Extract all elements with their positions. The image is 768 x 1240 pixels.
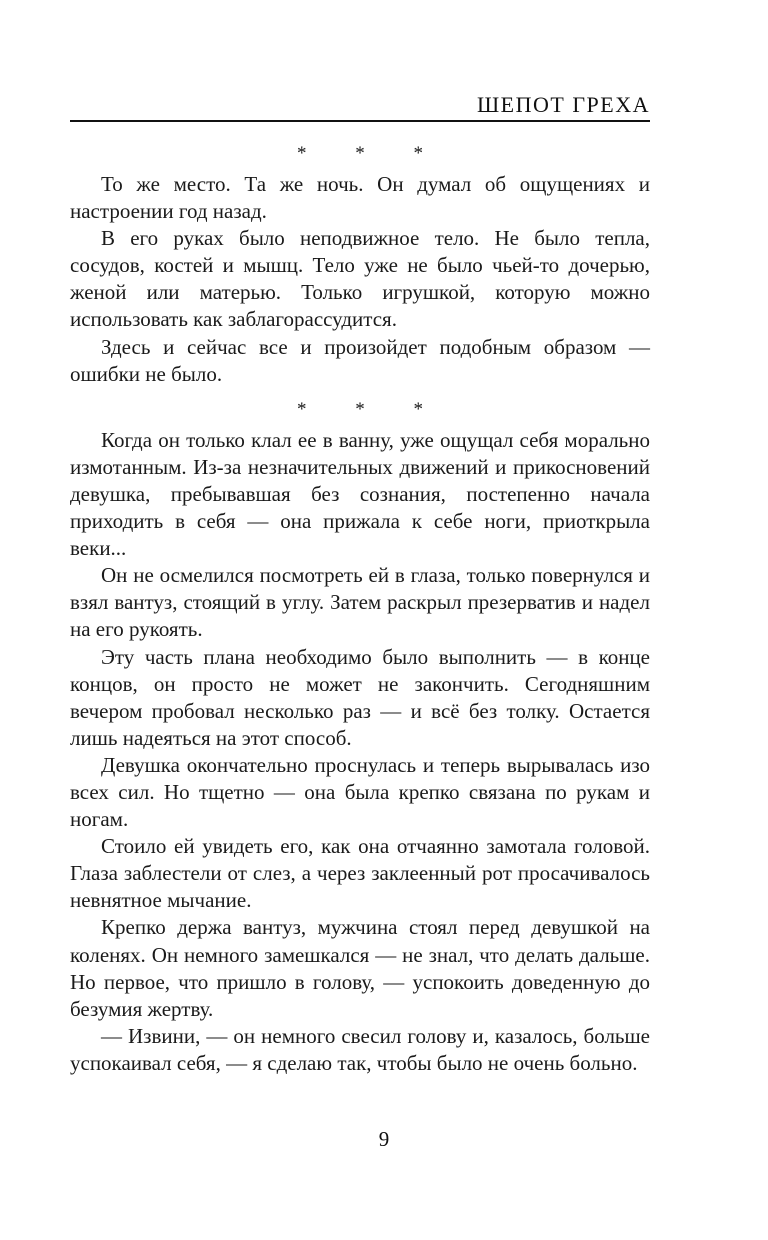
section-separator: * * * <box>297 398 445 420</box>
paragraph: Стоило ей увидеть его, как она отчаянно замотала головой. Глаза заблестели от слез, а через заклеенный рот просачивалось невнятное мычание. <box>70 834 650 913</box>
paragraph: То же место. Та же ночь. Он думал об ощущениях и настроении год назад. <box>70 172 650 224</box>
paragraph: В его руках было неподвижное тело. Не было тепла, сосудов, костей и мышц. Тело уже не было чьей-то дочерью, женой или матерью. Только игрушкой, которую можно использовать как заблагорассудится. <box>70 226 650 332</box>
paragraph: Девушка окончательно проснулась и теперь вырывалась изо всех сил. Но тщетно — она была крепко связана по рукам и ногам. <box>70 752 650 832</box>
paragraph: — Извини, — он немного свесил голову и, казалось, больше успокаивал себя, — я сделаю так, чтобы было не очень больно. <box>70 1023 650 1075</box>
paragraph: Когда он только клал ее в ванну, уже ощущал себя морально измотанным. Из-за незначительных движений и прикосновений девушка, пребывавшая без сознания, постепенно начала приходить в себя — она прижала к себе ноги, приоткрыла веки... <box>70 427 650 561</box>
page-number: 9 <box>378 1127 390 1151</box>
section-separator: * * * <box>297 143 445 164</box>
body-text <box>70 140 650 1077</box>
running-header <box>70 88 650 122</box>
paragraph: Эту часть плана необходимо было выполнить — в конце концов, он просто не может не закончить. Сегодняшним вечером пробовал несколько раз — и всё без толку. Остается лишь надеяться на этот способ. <box>70 644 650 750</box>
paragraph: Крепко держа вантуз, мужчина стоял перед девушкой на коленях. Он немного замешкался — не знал, что делать дальше. Но первое, что пришло в голову, — успокоить доведенную до безумия жертву. <box>70 915 650 1021</box>
spacer <box>70 388 650 396</box>
paragraph: Он не осмелился посмотреть ей в глаза, только повернулся и взял вантуз, стоящий в углу. Затем раскрыл презерватив и надел на его рукоять. <box>70 563 650 642</box>
running-header-title: ШЕПОТ ГРЕХА <box>476 92 650 117</box>
paragraph: Здесь и сейчас все и произойдет подобным образом — ошибки не было. <box>70 334 650 386</box>
